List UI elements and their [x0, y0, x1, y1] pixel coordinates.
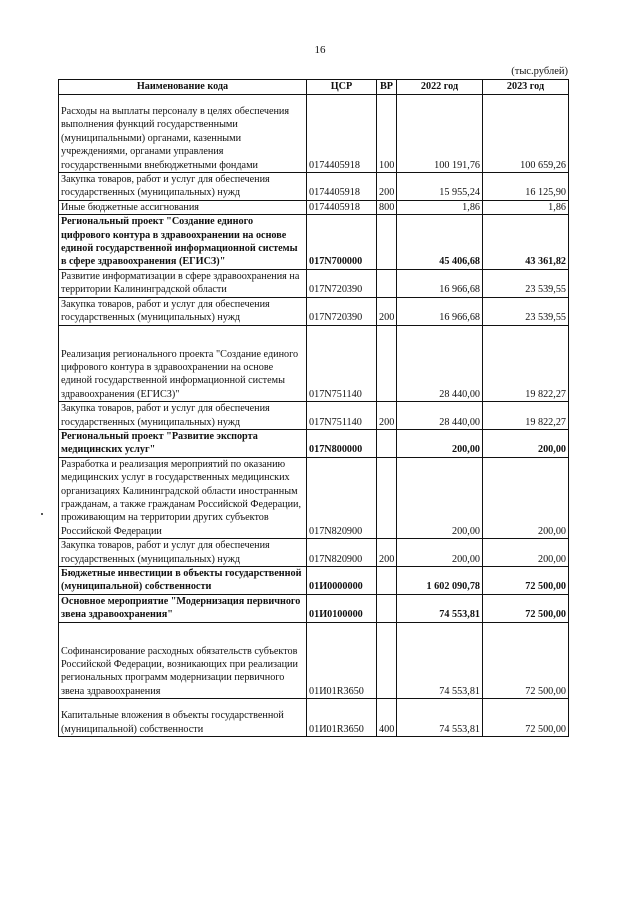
- row-csr-code: 01И01R3650: [307, 699, 377, 737]
- units-label: (тыс.рублей): [511, 66, 568, 77]
- table-header-row: [59, 80, 569, 95]
- row-csr-code: 017N720390: [307, 269, 377, 297]
- header-name: Наименование кода: [59, 80, 307, 95]
- budget-table: [58, 79, 569, 737]
- row-csr-code: 01И0000000: [307, 567, 377, 595]
- table-row: [59, 297, 569, 325]
- table-row: [59, 269, 569, 297]
- row-amount-2022: 16 966,68: [397, 297, 483, 325]
- row-name: Реализация регионального проекта "Создание единого цифрового контура в здравоохранении на основе единой государственной информационной системы здравоохранения (ЕГИСЗ)": [59, 325, 307, 402]
- row-amount-2023: 43 361,82: [483, 215, 569, 270]
- row-vr-code: [377, 429, 397, 457]
- row-name: Капитальные вложения в объекты государственной (муниципальной) собственности: [59, 699, 307, 737]
- row-csr-code: 017N700000: [307, 215, 377, 270]
- table-row: [59, 699, 569, 737]
- row-csr-code: 017N820900: [307, 539, 377, 567]
- row-name: Закупка товаров, работ и услуг для обеспечения государственных (муниципальных) нужд: [59, 297, 307, 325]
- row-amount-2022: 200,00: [397, 457, 483, 538]
- row-name: Софинансирование расходных обязательств субъектов Российской Федерации, возникающих при реализации региональных программ модернизации первичного звена здравоохранения: [59, 622, 307, 699]
- row-amount-2022: 15 955,24: [397, 173, 483, 201]
- row-amount-2022: 1 602 090,78: [397, 567, 483, 595]
- row-vr-code: [377, 594, 397, 622]
- row-amount-2022: 200,00: [397, 429, 483, 457]
- table-row: [59, 95, 569, 173]
- row-vr-code: 100: [377, 95, 397, 173]
- table-row: [59, 594, 569, 622]
- row-vr-code: 200: [377, 297, 397, 325]
- row-csr-code: 017N720390: [307, 297, 377, 325]
- row-amount-2023: 200,00: [483, 429, 569, 457]
- row-vr-code: [377, 325, 397, 402]
- row-csr-code: 0174405918: [307, 173, 377, 201]
- row-amount-2023: 19 822,27: [483, 402, 569, 430]
- row-amount-2023: 72 500,00: [483, 567, 569, 595]
- row-vr-code: [377, 215, 397, 270]
- row-vr-code: 200: [377, 402, 397, 430]
- table-row: [59, 457, 569, 538]
- table-row: [59, 215, 569, 270]
- table-row: [59, 325, 569, 402]
- row-amount-2023: 23 539,55: [483, 297, 569, 325]
- row-csr-code: 0174405918: [307, 200, 377, 214]
- row-amount-2022: 28 440,00: [397, 325, 483, 402]
- row-name: Региональный проект "Создание единого цифрового контура в здравоохранении на основе единой государственной информационной системы в сфере здравоохранения (ЕГИСЗ)": [59, 215, 307, 270]
- row-csr-code: 017N751140: [307, 402, 377, 430]
- row-amount-2023: 23 539,55: [483, 269, 569, 297]
- row-name: Разработка и реализация мероприятий по оказанию медицинских услуг в государственных медицинских организациях Калининградской области иностранным гражданам, а также гражданам Российской Федерации, проживающим на территории других субъектов Российской Федерации: [59, 457, 307, 538]
- table-row: [59, 200, 569, 214]
- page-number: 16: [314, 44, 326, 56]
- row-name: Региональный проект "Развитие экспорта медицинских услуг": [59, 429, 307, 457]
- table-row: [59, 567, 569, 595]
- row-csr-code: 01И01R3650: [307, 622, 377, 699]
- table-row: [59, 173, 569, 201]
- row-amount-2022: 1,86: [397, 200, 483, 214]
- row-name: Расходы на выплаты персоналу в целях обеспечения выполнения функций государственными (муниципальными) органами, казенными учреждениями, органами управления государственными внебюджетными фондами: [59, 95, 307, 173]
- row-vr-code: 200: [377, 539, 397, 567]
- table-row: [59, 622, 569, 699]
- row-amount-2022: 28 440,00: [397, 402, 483, 430]
- row-amount-2023: 72 500,00: [483, 622, 569, 699]
- row-vr-code: 400: [377, 699, 397, 737]
- header-2023: 2023 год: [483, 80, 569, 95]
- table-row: [59, 402, 569, 430]
- row-vr-code: 200: [377, 173, 397, 201]
- row-amount-2023: 72 500,00: [483, 699, 569, 737]
- row-vr-code: 800: [377, 200, 397, 214]
- table-row: [59, 429, 569, 457]
- row-amount-2022: 74 553,81: [397, 594, 483, 622]
- row-amount-2022: 16 966,68: [397, 269, 483, 297]
- row-name: Иные бюджетные ассигнования: [59, 200, 307, 214]
- row-csr-code: 01И0100000: [307, 594, 377, 622]
- row-amount-2022: 74 553,81: [397, 699, 483, 737]
- scan-dot: [41, 513, 43, 515]
- row-amount-2022: 45 406,68: [397, 215, 483, 270]
- row-amount-2022: 200,00: [397, 539, 483, 567]
- header-vr: ВР: [377, 80, 397, 95]
- row-csr-code: 017N751140: [307, 325, 377, 402]
- row-csr-code: 017N820900: [307, 457, 377, 538]
- row-amount-2023: 16 125,90: [483, 173, 569, 201]
- row-csr-code: 017N800000: [307, 429, 377, 457]
- row-vr-code: [377, 567, 397, 595]
- row-name: Закупка товаров, работ и услуг для обеспечения государственных (муниципальных) нужд: [59, 402, 307, 430]
- row-amount-2022: 100 191,76: [397, 95, 483, 173]
- row-amount-2023: 200,00: [483, 539, 569, 567]
- row-vr-code: [377, 269, 397, 297]
- row-amount-2023: 200,00: [483, 457, 569, 538]
- row-name: Развитие информатизации в сфере здравоохранения на территории Калининградской области: [59, 269, 307, 297]
- row-amount-2023: 19 822,27: [483, 325, 569, 402]
- row-name: Бюджетные инвестиции в объекты государственной (муниципальной) собственности: [59, 567, 307, 595]
- header-csr: ЦСР: [307, 80, 377, 95]
- row-amount-2023: 100 659,26: [483, 95, 569, 173]
- table-body: [59, 95, 569, 737]
- row-name: Основное мероприятие "Модернизация первичного звена здравоохранения": [59, 594, 307, 622]
- row-amount-2023: 72 500,00: [483, 594, 569, 622]
- row-name: Закупка товаров, работ и услуг для обеспечения государственных (муниципальных) нужд: [59, 173, 307, 201]
- row-name: Закупка товаров, работ и услуг для обеспечения государственных (муниципальных) нужд: [59, 539, 307, 567]
- row-csr-code: 0174405918: [307, 95, 377, 173]
- row-vr-code: [377, 622, 397, 699]
- table-row: [59, 539, 569, 567]
- header-2022: 2022 год: [397, 80, 483, 95]
- row-amount-2022: 74 553,81: [397, 622, 483, 699]
- row-amount-2023: 1,86: [483, 200, 569, 214]
- row-vr-code: [377, 457, 397, 538]
